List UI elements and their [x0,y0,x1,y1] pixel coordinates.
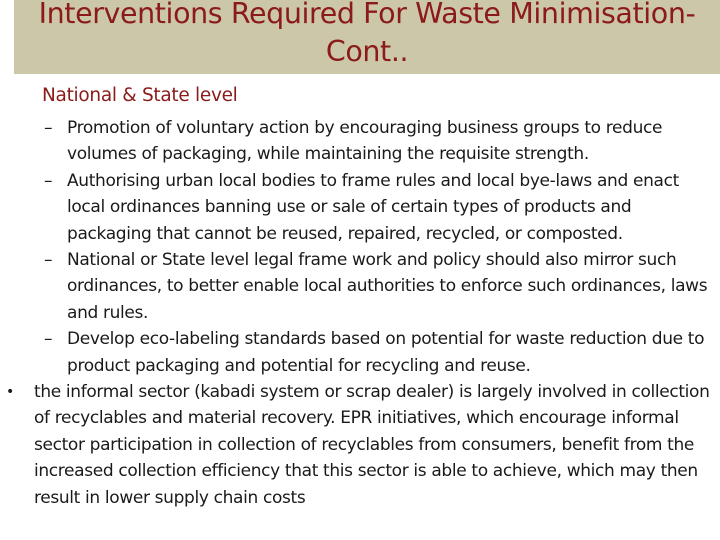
sub-bullet-item [0,326,717,379]
sub-bullet-item [0,247,717,326]
sub-bullet-text: Promotion of voluntary action by encouraging business groups to reduce volumes of packaging, while maintaining the requisite strength. [67,118,663,165]
sub-bullet-text: Authorising urban local bodies to frame rules and local bye-laws and enact local ordinances banning use or sale of certain types of products and packaging that cannot be reused, repaired, recycled, or composted. [67,170,679,244]
sub-bullet-text: Develop eco-labeling standards based on potential for waste reduction due to product packaging and potential for recycling and reuse. [67,329,705,376]
sub-bullet-item [0,168,717,247]
dash-bullet-marker: – [44,118,53,138]
main-bullet-item [0,379,720,511]
section-subheading: National & State level [42,85,238,106]
dot-bullet-marker: • [6,384,14,401]
slide-title: Interventions Required For Waste Minimisation-Cont.. [38,0,696,68]
bullet-list [0,115,720,511]
sub-bullet-text: National or State level legal frame work and policy should also mirror such ordinances, to better enable local authorities to enforce such ordinances, laws and rules. [67,250,708,323]
dash-bullet-marker: – [44,170,53,191]
dash-bullet-marker: – [44,250,53,271]
main-bullet-text: the informal sector (kabadi system or scrap dealer) is largely involved in collection of recyclables and material recovery. EPR initiatives, which encourage informal sector participation in collection of recyclables from consumers, benefit from the increased collection efficiency that this sector is able to achieve, which may then result in lower supply chain costs [34,382,710,508]
sub-bullet-item [0,115,717,168]
dash-bullet-marker: – [44,329,53,350]
